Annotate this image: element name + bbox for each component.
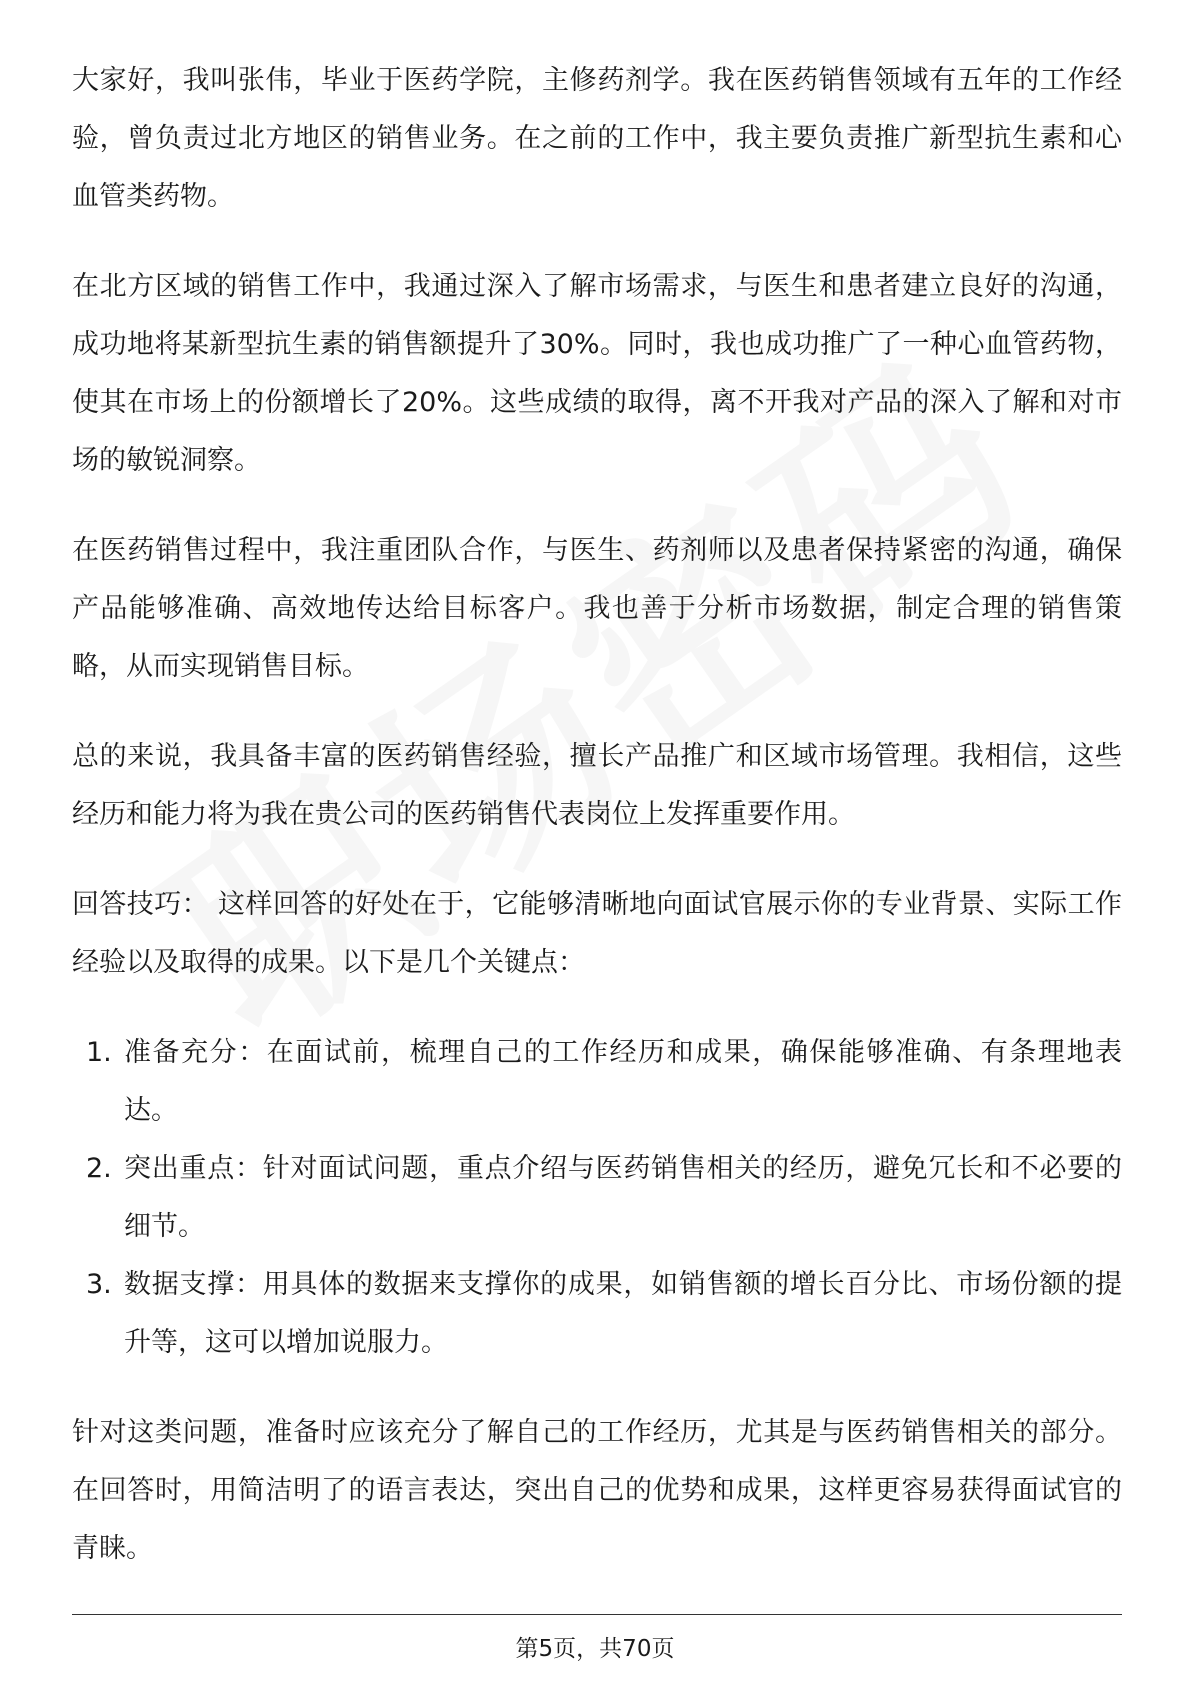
list-number: 2. — [86, 1153, 112, 1184]
paragraph-teamwork: 在医药销售过程中，我注重团队合作，与医生、药剂师以及患者保持紧密的沟通，确保产品能够准确、高效地传达给目标客户。我也善于分析市场数据，制定合理的销售策略，从而实现销售目标。 — [72, 535, 1122, 682]
list-item-text: 数据支撑：用具体的数据来支撑你的成果，如销售额的增长百分比、市场份额的提升等，这可以增加说服力。 — [124, 1269, 1122, 1358]
list-number: 3. — [86, 1269, 112, 1300]
list-item — [72, 1140, 1122, 1256]
paragraph-intro: 大家好，我叫张伟，毕业于医药学院，主修药剂学。我在医药销售领域有五年的工作经验，曾负责过北方地区的销售业务。在之前的工作中，我主要负责推广新型抗生素和心血管类药物。 — [72, 65, 1122, 212]
paragraph-answer-tips: 回答技巧： 这样回答的好处在于，它能够清晰地向面试官展示你的专业背景、实际工作经验以及取得的成果。以下是几个关键点： — [72, 889, 1122, 978]
list-item-text: 突出重点：针对面试问题，重点介绍与医药销售相关的经历，避免冗长和不必要的细节。 — [124, 1153, 1122, 1242]
tips-list — [72, 1024, 1122, 1372]
list-item-text: 准备充分：在面试前，梳理自己的工作经历和成果，确保能够准确、有条理地表达。 — [124, 1037, 1122, 1126]
paragraph-achievements: 在北方区域的销售工作中，我通过深入了解市场需求，与医生和患者建立良好的沟通，成功地将某新型抗生素的销售额提升了30%。同时，我也成功推广了一种心血管药物，使其在市场上的份额增长了20%。这些成绩的取得，离不开我对产品的深入了解和对市场的敏锐洞察。 — [72, 271, 1122, 476]
paragraph-summary: 总的来说，我具备丰富的医药销售经验，擅长产品推广和区域市场管理。我相信，这些经历和能力将为我在贵公司的医药销售代表岗位上发挥重要作用。 — [72, 741, 1122, 830]
paragraph-closing: 针对这类问题，准备时应该充分了解自己的工作经历，尤其是与医药销售相关的部分。在回答时，用简洁明了的语言表达，突出自己的优势和成果，这样更容易获得面试官的青睐。 — [72, 1417, 1122, 1564]
footer-divider — [72, 1614, 1122, 1615]
list-item — [72, 1024, 1122, 1140]
page-number: 第5页，共70页 — [515, 1636, 675, 1662]
list-item — [72, 1256, 1122, 1372]
document-body — [72, 52, 1122, 1610]
list-number: 1. — [86, 1037, 112, 1068]
